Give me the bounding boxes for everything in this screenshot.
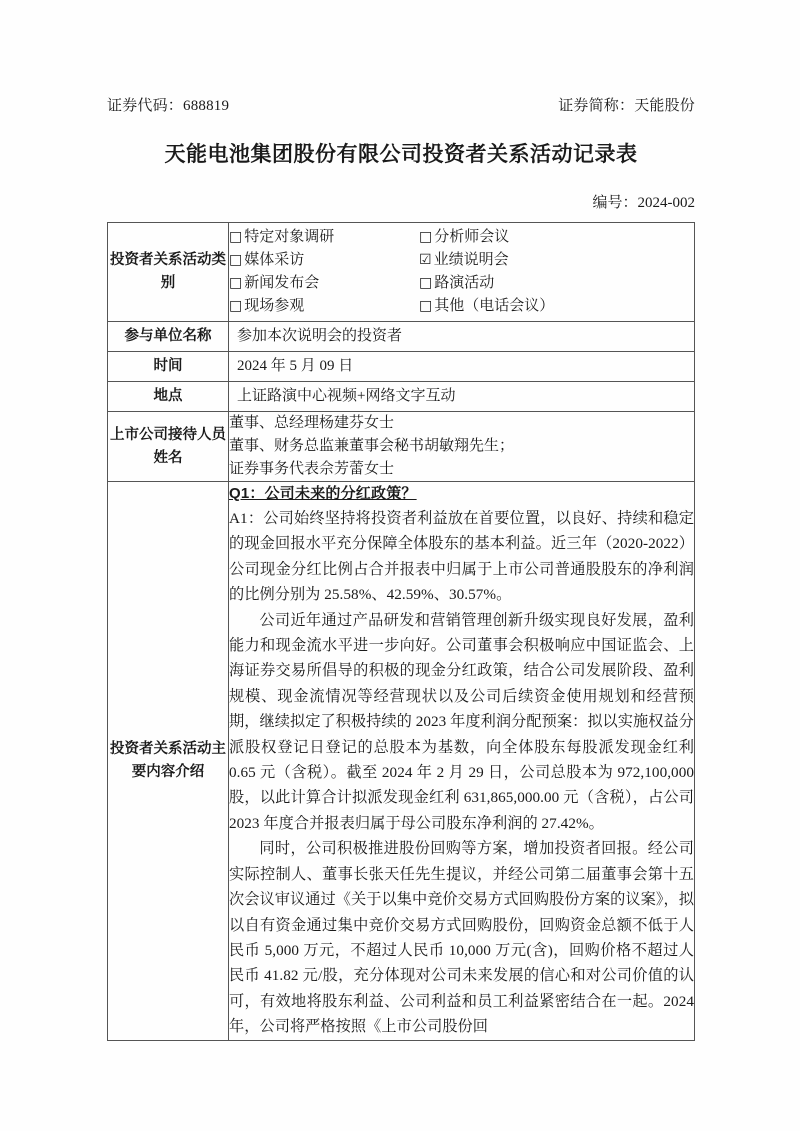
value-activity-type xyxy=(229,223,695,322)
checkbox-unchecked-icon[interactable]: □ xyxy=(229,298,243,314)
table-row-location xyxy=(108,382,695,412)
checkbox-unchecked-icon[interactable]: □ xyxy=(419,275,433,291)
value-receptionists xyxy=(229,412,695,482)
answer-paragraph: A1：公司始终坚持将投资者利益放在首要位置，以良好、持续和稳定的现金回报水平充分保障全体股东的基本利益。近三年（2020-2022）公司现金分红比例占合并报表中归属于上市公司普通股股东的净利润的比例分别为 25.58%、42.59%、30.57%。 xyxy=(229,510,694,604)
value-time: 2024 年 5 月 09 日 xyxy=(229,352,695,382)
label-time: 时间 xyxy=(108,352,229,382)
checkbox-label: 新闻发布会 xyxy=(244,275,320,291)
table-row-time xyxy=(108,352,695,382)
receptionist-line: 董事、财务总监兼董事会秘书胡敏翔先生； xyxy=(229,438,515,454)
checkbox-checked-icon[interactable]: ☑ xyxy=(419,252,432,268)
label-participants: 参与单位名称 xyxy=(108,322,229,352)
checkbox-unchecked-icon[interactable]: □ xyxy=(419,229,433,245)
security-code: 证券代码：688819 xyxy=(107,98,230,114)
checkbox-unchecked-icon[interactable]: □ xyxy=(229,252,243,268)
value-main-content xyxy=(229,482,695,1041)
checkbox-item-site-visit[interactable] xyxy=(229,295,419,318)
label-main-content: 投资者关系活动主要内容介绍 xyxy=(108,482,229,1041)
checkbox-label: 现场参观 xyxy=(244,298,305,314)
answer-paragraph: 公司近年通过产品研发和营销管理创新升级实现良好发展，盈利能力和现金流水平进一步向好。公司董事会积极响应中国证监会、上海证券交易所倡导的积极的现金分红政策，结合公司发展阶段、盈利规模、现金流情况等经营现状以及公司后续资金使用规划和经营预期，继续拟定了积极持续的 2023 年度利润分配预案：拟以实施权益分派股权登记日登记的总股本为基数，向全体股东每股派发现金红利 0.65 元（含税）。截至 2024 年 2 月 29 日，公司总股本为 972,100,000 股，以此计算合计拟派发现金红利 631,865,000.00 元（含税），占公司 2023 年度合并报表归属于母公司股东净利润的 27.42%。 xyxy=(229,611,694,832)
checkbox-unchecked-icon[interactable]: □ xyxy=(229,229,243,245)
receptionist-line: 董事、总经理杨建芬女士 xyxy=(229,415,395,431)
checkbox-item-press-conference[interactable] xyxy=(229,272,419,295)
investor-relations-table xyxy=(107,222,695,1041)
checkbox-label: 路演活动 xyxy=(434,275,495,291)
checkbox-item-performance-briefing[interactable] xyxy=(419,249,694,272)
checkbox-label: 媒体采访 xyxy=(244,252,305,268)
receptionist-line: 证券事务代表佘芳蕾女士 xyxy=(229,461,395,477)
answer-paragraph: 同时，公司积极推进股份回购等方案，增加投资者回报。经公司实际控制人、董事长张天任先生提议，并经公司第二届董事会第十五次会议审议通过《关于以集中竞价交易方式回购股份方案的议案》，拟以自有资金通过集中竞价交易方式回购股份，回购资金总额不低于人民币 5,000 万元，不超过人民币 10,000 万元(含)，回购价格不超过人民币 41.82 元/股，充分体现对公司未来发展的信心和对公司价值的认可，有效地将股东利益、公司利益和员工利益紧密结合在一起。2024 年，公司将严格按照《上市公司股份回 xyxy=(229,840,694,1036)
checkbox-unchecked-icon[interactable]: □ xyxy=(419,298,433,314)
label-activity-type: 投资者关系活动类别 xyxy=(108,223,229,322)
table-row-activity-type xyxy=(108,223,695,322)
table-row-receptionists xyxy=(108,412,695,482)
question-heading: Q1：公司未来的分红政策？ xyxy=(229,485,417,502)
checkbox-item-media-interview[interactable] xyxy=(229,249,419,272)
checkbox-label: 特定对象调研 xyxy=(244,229,335,245)
checkbox-label: 分析师会议 xyxy=(434,229,510,245)
checkbox-label: 其他（电话会议） xyxy=(434,298,555,314)
page-title: 天能电池集团股份有限公司投资者关系活动记录表 xyxy=(164,143,638,166)
table-row-participants xyxy=(108,322,695,352)
activity-type-checkbox-grid xyxy=(229,223,694,321)
checkbox-item-specific-research[interactable] xyxy=(229,226,419,249)
security-short-name: 证券简称：天能股份 xyxy=(558,98,695,114)
label-receptionists: 上市公司接待人员姓名 xyxy=(108,412,229,482)
document-serial-number: 编号：2024-002 xyxy=(592,195,695,211)
checkbox-unchecked-icon[interactable]: □ xyxy=(229,275,243,291)
document-header xyxy=(107,96,695,116)
value-participants: 参加本次说明会的投资者 xyxy=(229,322,695,352)
table-row-main-content xyxy=(108,482,695,1041)
label-location: 地点 xyxy=(108,382,229,412)
checkbox-label: 业绩说明会 xyxy=(433,252,509,268)
question-heading-wrapper xyxy=(229,482,694,506)
checkbox-item-analyst-meeting[interactable] xyxy=(419,226,694,249)
checkbox-item-roadshow[interactable] xyxy=(419,272,694,295)
value-location: 上证路演中心视频+网络文字互动 xyxy=(229,382,695,412)
checkbox-item-other[interactable] xyxy=(419,295,694,318)
